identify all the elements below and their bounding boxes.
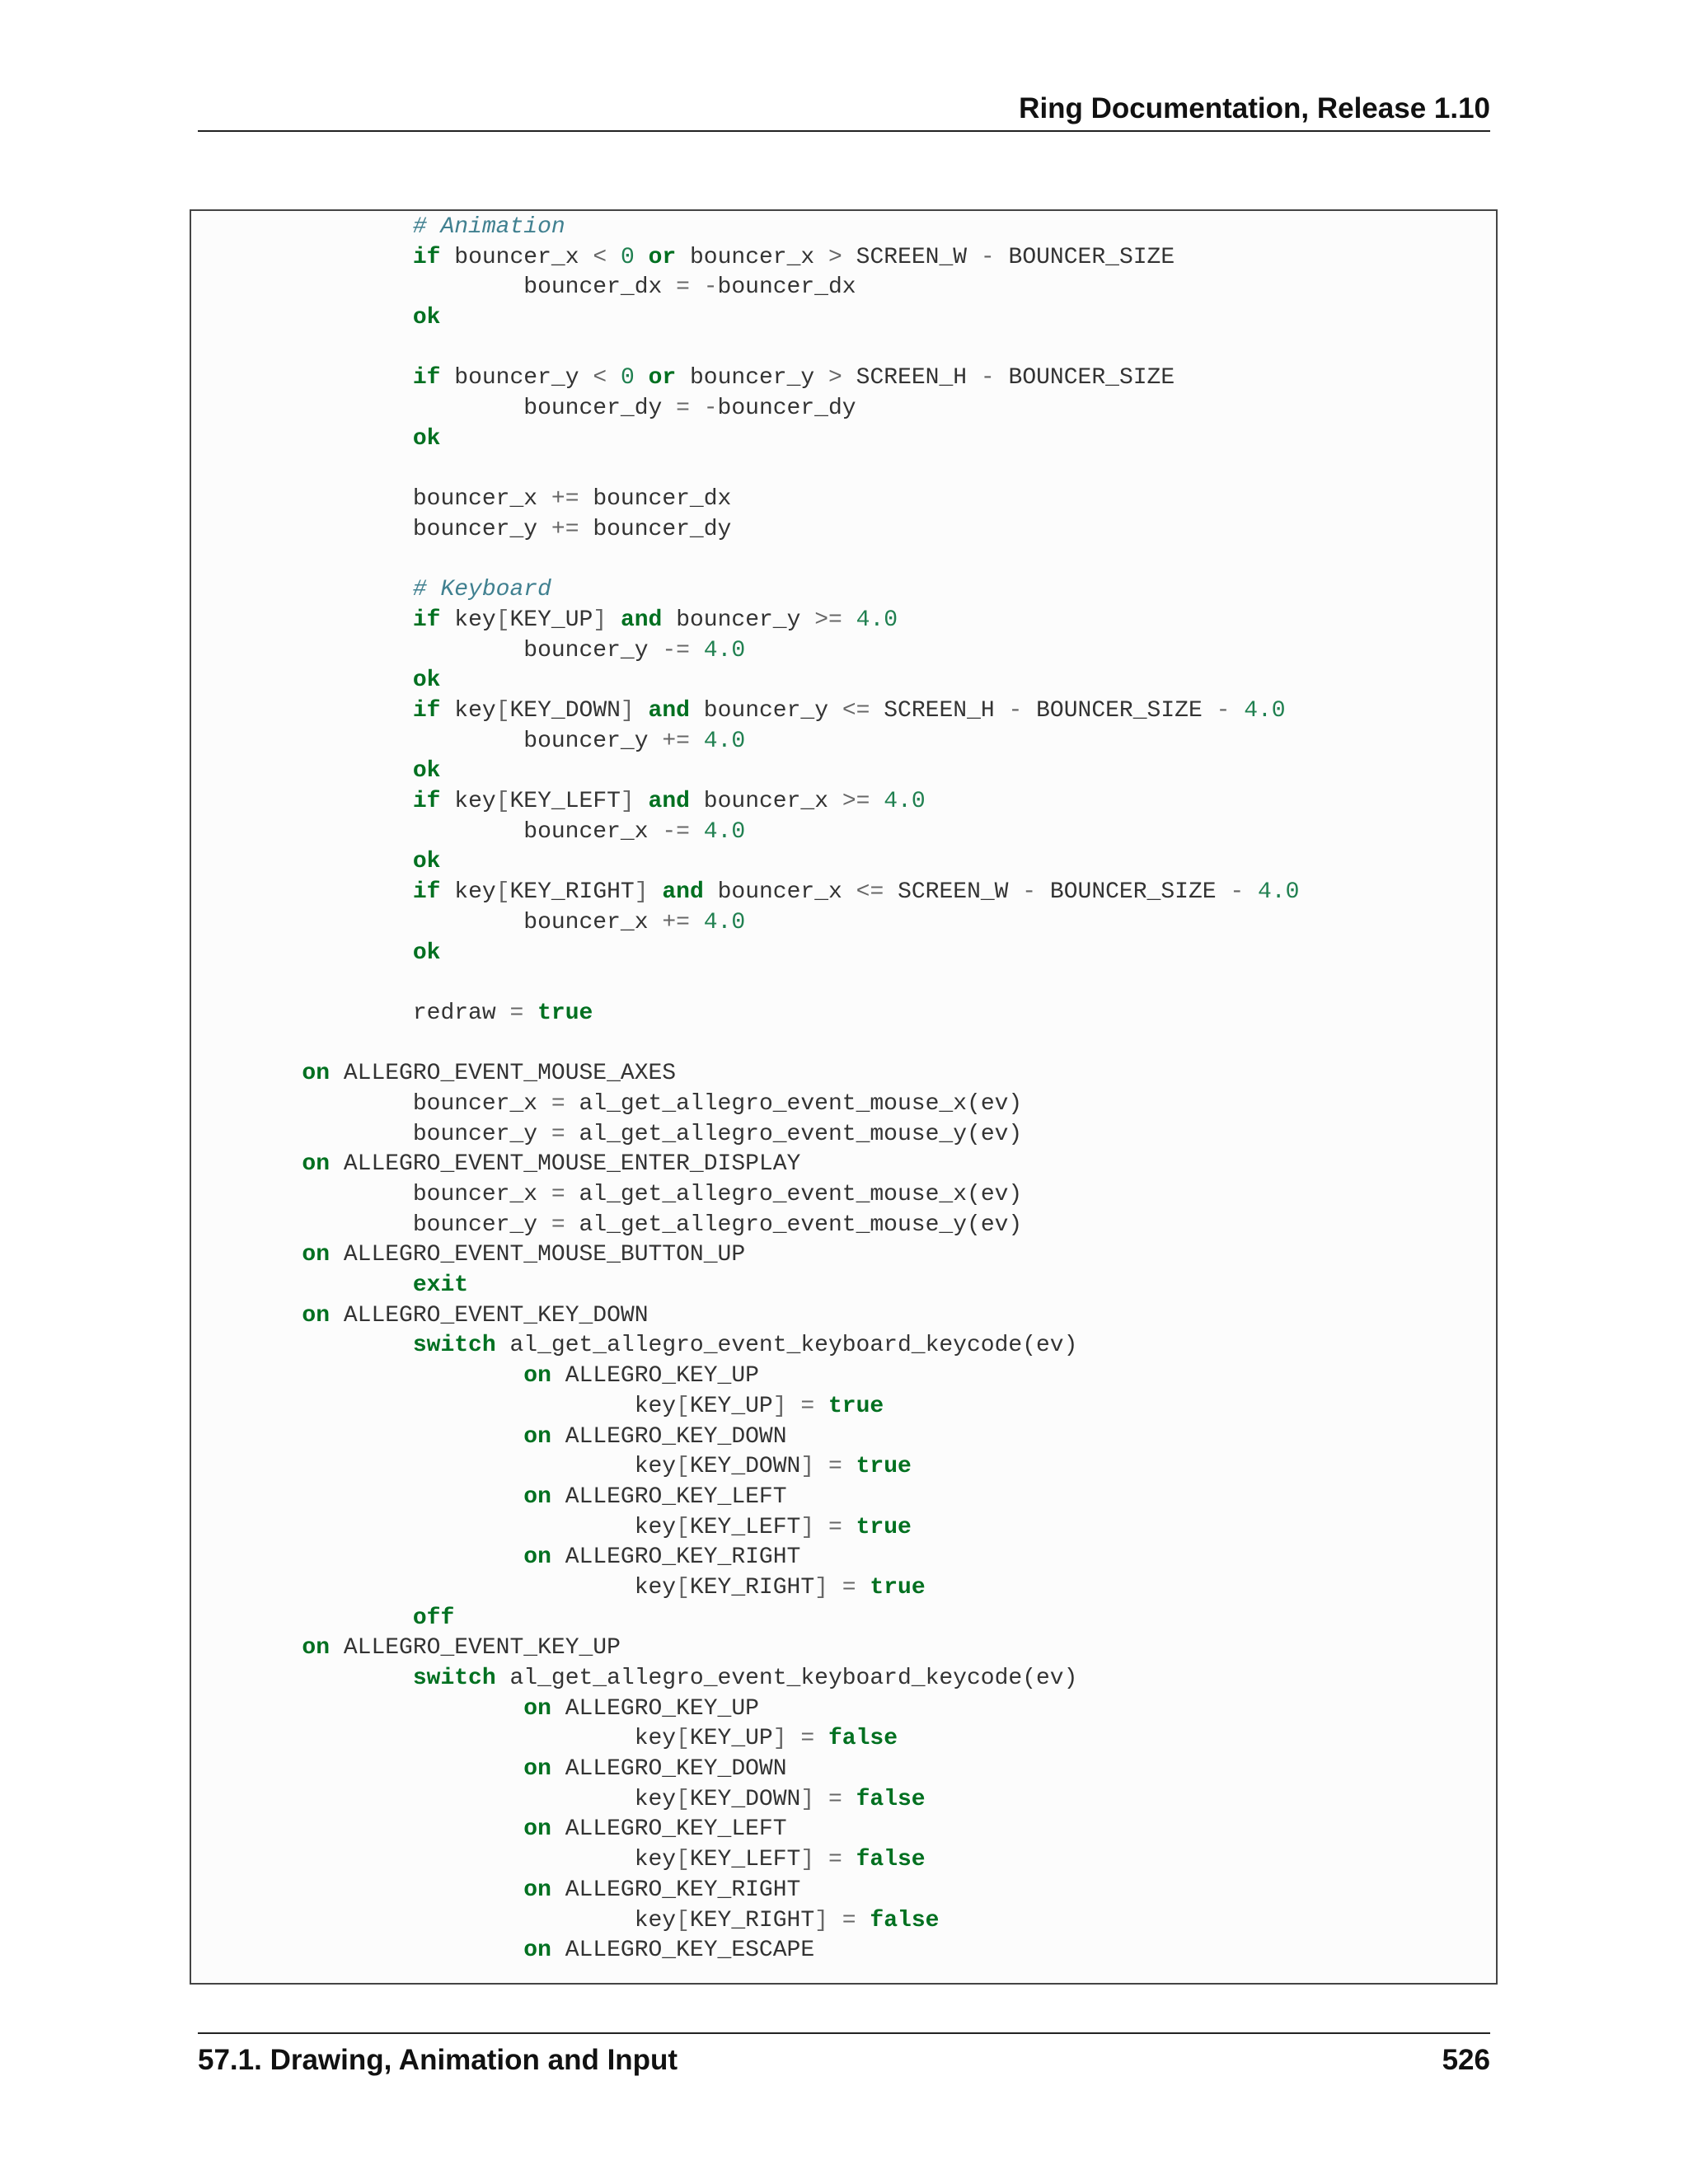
page-footer — [198, 2032, 1490, 2076]
code-line: key[KEY_LEFT] = false — [634, 1847, 926, 1873]
code-line: on ALLEGRO_EVENT_MOUSE_AXES — [302, 1061, 677, 1087]
code-line: ok — [412, 940, 441, 966]
code-line: on ALLEGRO_KEY_RIGHT — [523, 1877, 801, 1903]
code-line: bouncer_x = al_get_allegro_event_mouse_x(ev) — [412, 1090, 1023, 1117]
page-header — [198, 91, 1490, 132]
code-line: on ALLEGRO_KEY_UP — [523, 1363, 759, 1390]
code-line: bouncer_dx = -bouncer_dx — [523, 274, 856, 301]
code-line: on ALLEGRO_EVENT_KEY_DOWN — [302, 1302, 649, 1329]
code-line: bouncer_y += bouncer_dy — [412, 516, 732, 542]
code-line — [191, 546, 1299, 576]
code-line: # Keyboard — [412, 577, 551, 603]
code-line: key[KEY_UP] = false — [634, 1726, 898, 1752]
page-number: 526 — [1442, 2044, 1490, 2076]
code-line: key[KEY_UP] = true — [634, 1393, 884, 1419]
code-line: # Animation — [412, 214, 565, 240]
code-line: bouncer_x += bouncer_dx — [412, 486, 732, 513]
code-line: bouncer_dy = -bouncer_dy — [523, 396, 856, 422]
code-line: bouncer_y -= 4.0 — [523, 637, 746, 663]
code-line: bouncer_y += 4.0 — [523, 728, 746, 754]
code-line: on ALLEGRO_KEY_ESCAPE — [523, 1938, 815, 1964]
code-line: on ALLEGRO_KEY_DOWN — [523, 1756, 787, 1783]
code-line: on ALLEGRO_KEY_LEFT — [523, 1483, 787, 1510]
code-line — [191, 968, 1299, 999]
code-listing — [191, 213, 1299, 1966]
code-block — [190, 209, 1498, 1985]
code-line: key[KEY_DOWN] = false — [634, 1786, 926, 1812]
code-line: exit — [412, 1272, 469, 1299]
code-line: ok — [412, 849, 441, 875]
code-line: if key[KEY_LEFT] and bouncer_x >= 4.0 — [412, 789, 926, 815]
code-line: ok — [412, 758, 441, 785]
code-line: on ALLEGRO_EVENT_MOUSE_BUTTON_UP — [302, 1242, 746, 1268]
code-line: switch al_get_allegro_event_keyboard_keycode(ev) — [412, 1666, 1078, 1691]
code-line: bouncer_y = al_get_allegro_event_mouse_y(ev) — [412, 1212, 1023, 1238]
code-line: off — [412, 1605, 455, 1631]
code-line — [191, 1029, 1299, 1060]
code-line: if key[KEY_RIGHT] and bouncer_x <= SCREEN_W - BOUNCER_SIZE - 4.0 — [412, 879, 1300, 906]
code-line: key[KEY_LEFT] = true — [634, 1514, 912, 1540]
document-title: Ring Documentation, Release 1.10 — [1019, 92, 1490, 124]
code-line — [191, 334, 1299, 364]
code-line: on ALLEGRO_EVENT_KEY_UP — [302, 1635, 621, 1661]
code-line: if key[KEY_DOWN] and bouncer_y <= SCREEN_H - BOUNCER_SIZE - 4.0 — [412, 698, 1286, 724]
code-line: ok — [412, 425, 441, 452]
code-line: if key[KEY_UP] and bouncer_y >= 4.0 — [412, 607, 898, 633]
code-line: key[KEY_RIGHT] = true — [634, 1574, 926, 1601]
code-line: on ALLEGRO_KEY_RIGHT — [523, 1544, 801, 1571]
code-line: if bouncer_x < 0 or bouncer_x > SCREEN_W - BOUNCER_SIZE — [412, 244, 1175, 270]
code-line: bouncer_y = al_get_allegro_event_mouse_y(ev) — [412, 1121, 1023, 1147]
code-line: bouncer_x += 4.0 — [523, 909, 746, 935]
code-line: key[KEY_DOWN] = true — [634, 1454, 912, 1480]
code-line: ok — [412, 668, 441, 694]
code-line: if bouncer_y < 0 or bouncer_y > SCREEN_H - BOUNCER_SIZE — [412, 365, 1175, 391]
section-title: 57.1. Drawing, Animation and Input — [198, 2044, 678, 2076]
code-line: on ALLEGRO_KEY_LEFT — [523, 1816, 787, 1843]
code-line: redraw = true — [412, 1000, 593, 1026]
code-line: bouncer_x = al_get_allegro_event_mouse_x(ev) — [412, 1182, 1023, 1207]
code-line — [191, 455, 1299, 485]
code-line: key[KEY_RIGHT] = false — [634, 1907, 940, 1933]
code-line: ok — [412, 305, 441, 331]
code-line: on ALLEGRO_KEY_UP — [523, 1695, 759, 1722]
code-line: on ALLEGRO_EVENT_MOUSE_ENTER_DISPLAY — [302, 1151, 801, 1178]
code-line: switch al_get_allegro_event_keyboard_keycode(ev) — [412, 1333, 1078, 1359]
code-line: bouncer_x -= 4.0 — [523, 818, 746, 845]
code-line: on ALLEGRO_KEY_DOWN — [523, 1423, 787, 1450]
